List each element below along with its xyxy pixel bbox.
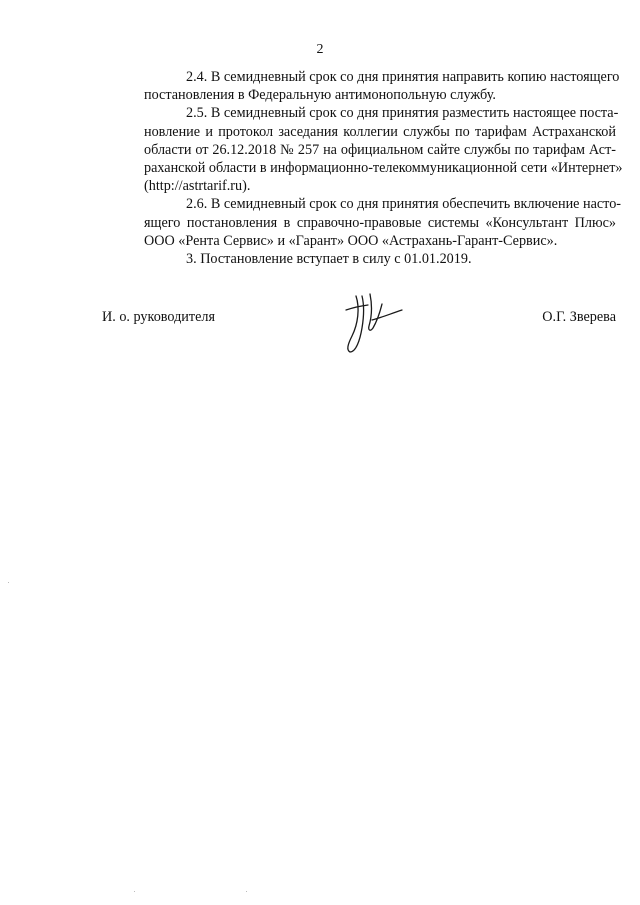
text-line: раханской области в информационно-телекоммуникационной сети «Интернет»: [144, 160, 623, 177]
text-line: (http://astrtarif.ru).: [144, 178, 251, 195]
paragraph-3: [102, 250, 616, 268]
paragraph-2-6: [102, 195, 622, 250]
scan-speck: [8, 582, 9, 583]
text-line: новление и протокол заседания коллегии службы по тарифам Астраханской: [144, 123, 616, 140]
text-line: 2.4. В семидневный срок со дня принятия направить копию настоящего: [186, 69, 620, 85]
text-line: 2.6. В семидневный срок со дня принятия обеспечить включение насто-: [186, 196, 622, 213]
document-body: [102, 68, 623, 268]
text-line: постановления в Федеральную антимонопольную службу.: [144, 87, 496, 104]
signatory-position: И. о. руководителя: [102, 309, 215, 325]
text-line: области от 26.12.2018 № 257 на официальном сайте службы по тарифам Аст-: [144, 141, 616, 158]
text-line: 2.5. В семидневный срок со дня принятия разместить настоящее поста-: [186, 105, 619, 122]
scan-speck: [134, 891, 135, 892]
signatory-name: О.Г. Зверева: [542, 309, 616, 325]
signature-block: [102, 308, 616, 348]
scan-speck: [246, 891, 247, 892]
paragraph-2-5: [102, 104, 623, 195]
text-line: ООО «Рента Сервис» и «Гарант» ООО «Астрахань-Гарант-Сервис».: [144, 232, 558, 249]
page-number: 2: [316, 42, 324, 57]
paragraph-2-4: [102, 68, 620, 104]
text-line: 3. Постановление вступает в силу с 01.01.2019.: [186, 251, 472, 268]
text-line: ящего постановления в справочно-правовые системы «Консультант Плюс»: [144, 214, 616, 231]
handwritten-signature: [342, 290, 408, 360]
